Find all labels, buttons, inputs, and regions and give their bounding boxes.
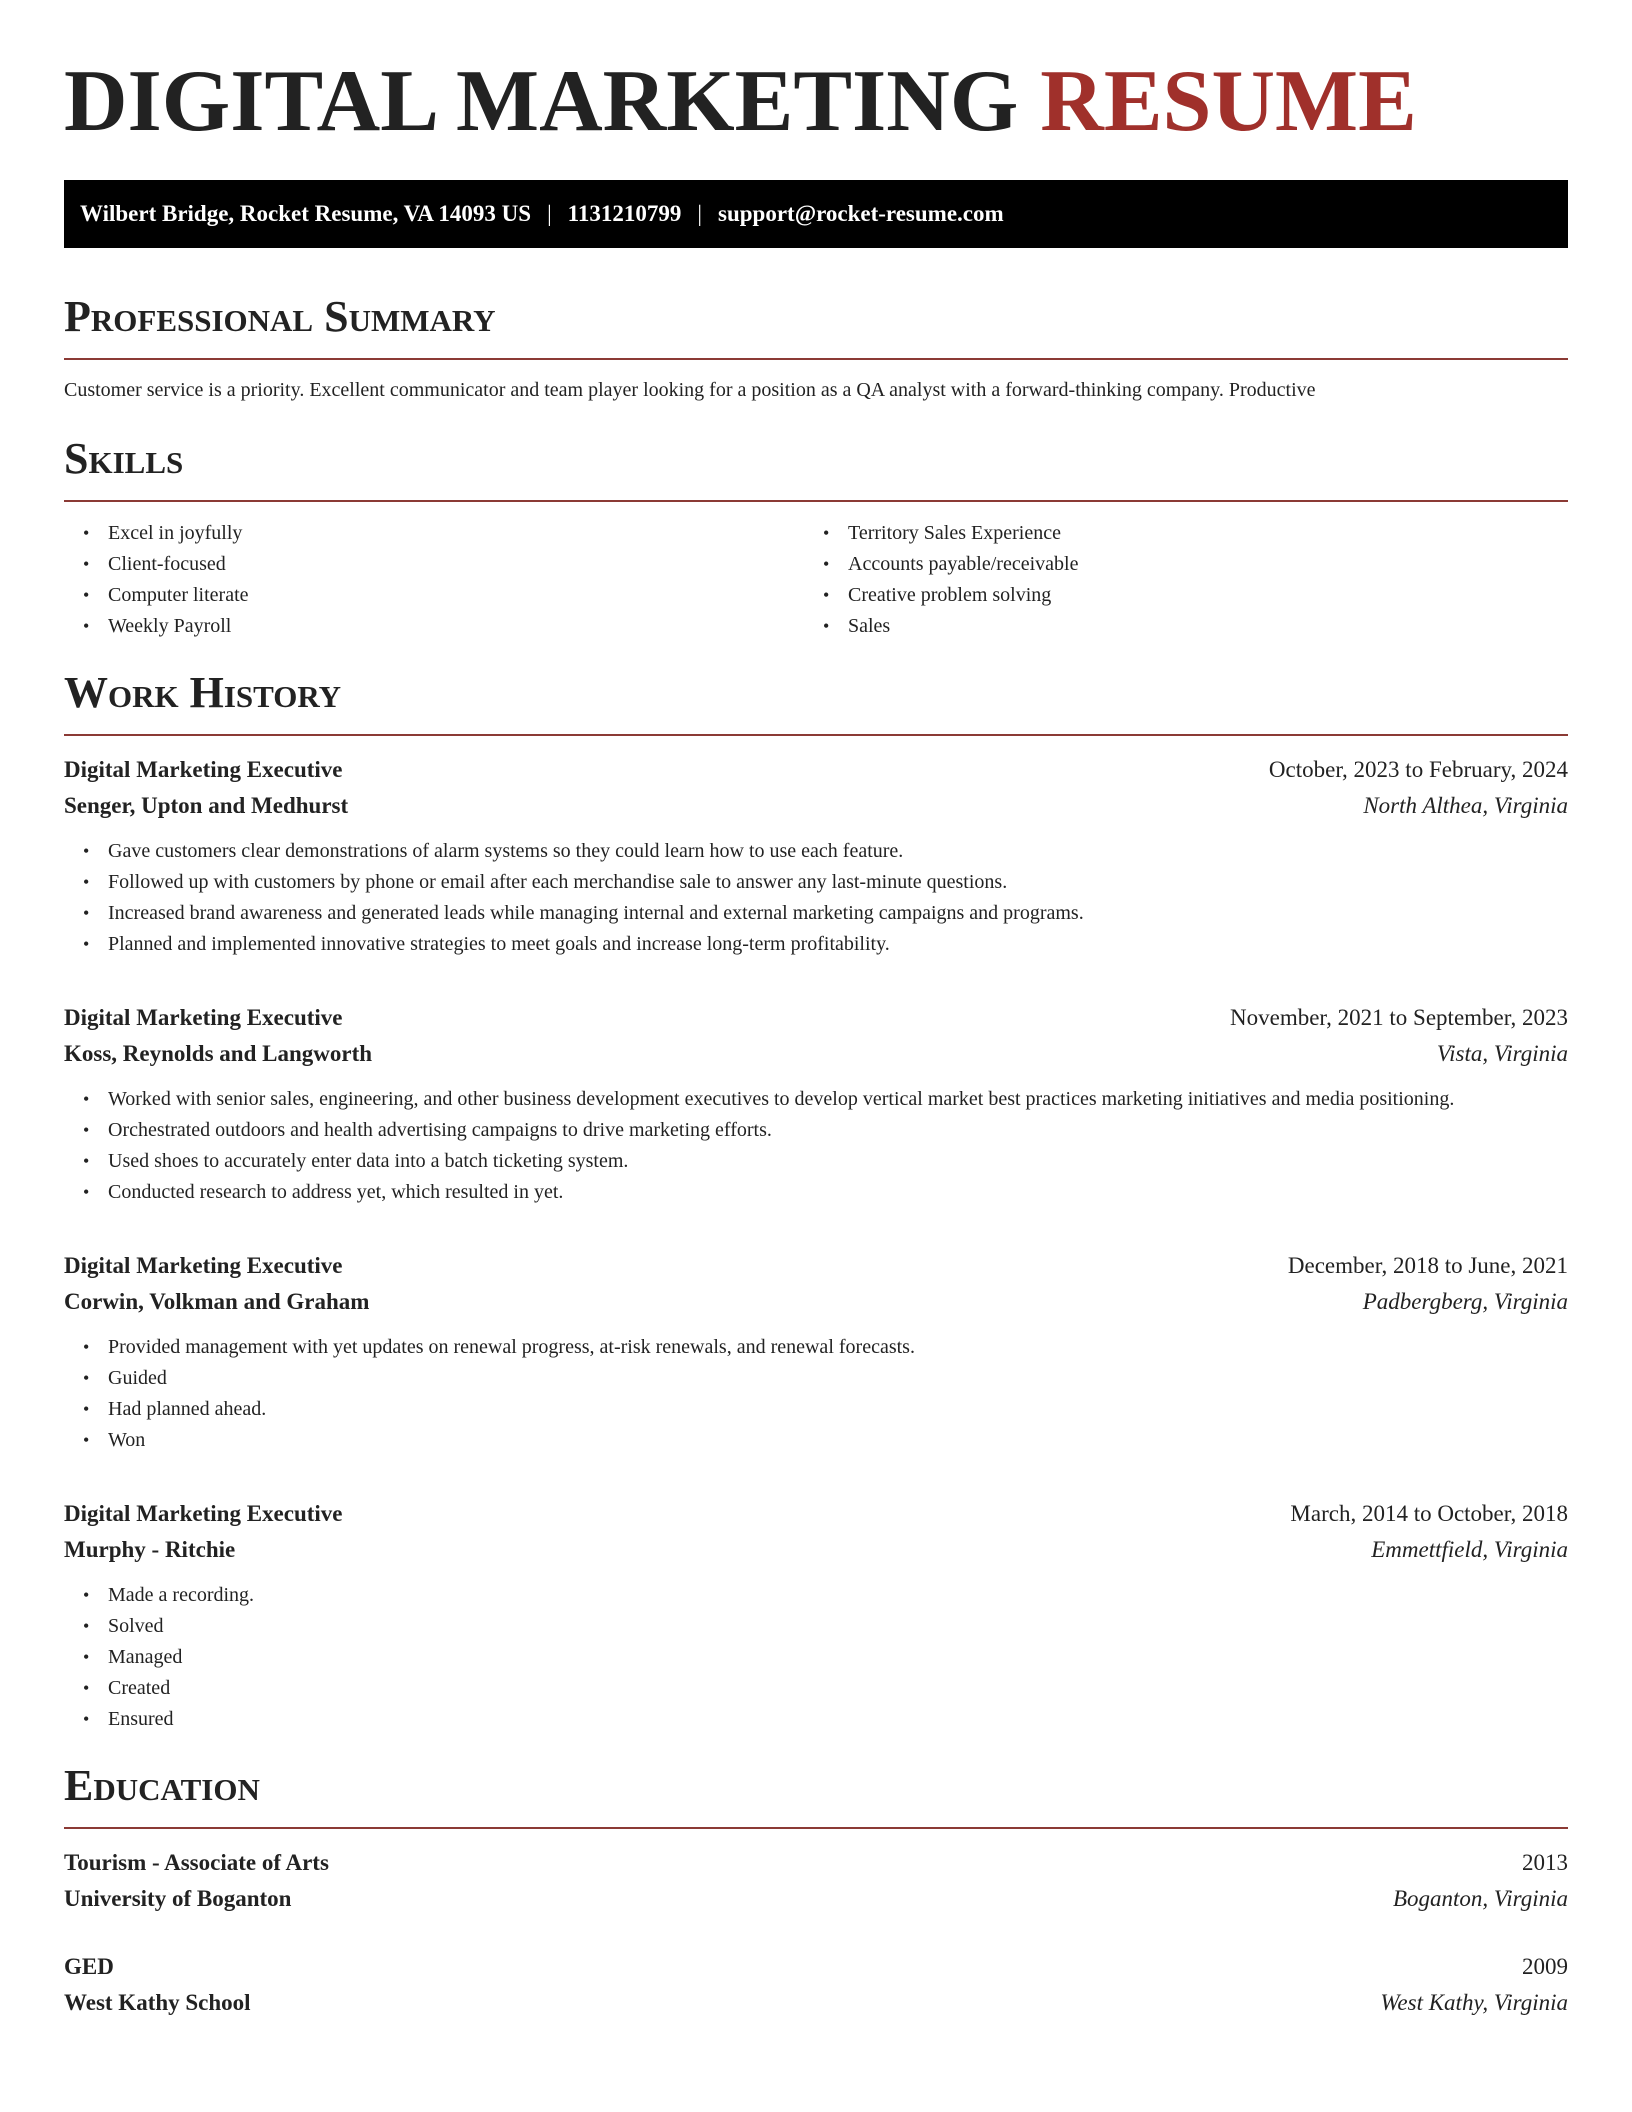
education-section [64,1761,1568,2021]
skills-list-right [804,518,1544,642]
resume-title-main: DIGITAL MARKETING [64,53,1019,150]
job-entry [64,1000,1568,1208]
education-school-row [64,1985,1568,2021]
job-bullet: • Worked with senior sales, engineering, and other business development executives to develop vertical market best practices marketing initiatives and media positioning. [108,1084,1568,1115]
education-entry [64,1949,1568,2021]
skill-item: • Excel in joyfully [108,518,804,549]
job-bullets [64,1580,1568,1735]
section-divider [64,358,1568,360]
job-bullet: • Used shoes to accurately enter data into a batch ticketing system. [108,1146,1568,1177]
job-bullet: • Won [108,1425,1568,1456]
contact-phone: 1131210799 [567,201,682,226]
job-bullet: • Managed [108,1642,1568,1673]
contact-bar [64,180,1568,248]
job-bullet: • Solved [108,1611,1568,1642]
skill-item: • Sales [848,611,1544,642]
job-company: Corwin, Volkman and Graham [64,1289,370,1314]
education-school-row [64,1881,1568,1917]
education-degree-row [64,1949,1568,1985]
section-heading-skills: Skills [64,434,184,483]
job-dates: March, 2014 to October, 2018 [1290,1501,1568,1526]
job-company-row [64,1532,1568,1568]
job-title-row [64,752,1568,788]
section-divider [64,500,1568,502]
job-bullet: • Created [108,1673,1568,1704]
job-title: Digital Marketing Executive [64,1005,343,1030]
section-heading-education: Education [64,1761,260,1810]
job-company-row [64,788,1568,824]
job-bullet: • Gave customers clear demonstrations of alarm systems so they could learn how to use each feature. [108,836,1568,867]
education-year: 2013 [1522,1850,1568,1875]
skills-section [64,434,1568,642]
job-title-row [64,1496,1568,1532]
professional-summary-section [64,292,1568,404]
education-location: West Kathy, Virginia [1380,1990,1568,2015]
education-school: West Kathy School [64,1990,251,2015]
job-title-row [64,1248,1568,1284]
job-company-row [64,1036,1568,1072]
resume-title-accent: RESUME [1040,53,1417,150]
job-bullet: • Planned and implemented innovative strategies to meet goals and increase long-term profitability. [108,929,1568,960]
section-heading-summary: Professional Summary [64,292,496,341]
job-bullet: • Ensured [108,1704,1568,1735]
education-school: University of Boganton [64,1886,292,1911]
job-entry [64,752,1568,960]
job-title: Digital Marketing Executive [64,1501,343,1526]
contact-address: Wilbert Bridge, Rocket Resume, VA 14093 US [80,201,532,226]
job-company: Senger, Upton and Medhurst [64,793,349,818]
skill-item: • Accounts payable/receivable [848,549,1544,580]
job-location: North Althea, Virginia [1363,793,1568,818]
job-bullet: • Increased brand awareness and generated leads while managing internal and external marketing campaigns and programs. [108,898,1568,929]
job-location: Padbergberg, Virginia [1362,1289,1568,1314]
job-bullet: • Provided management with yet updates on renewal progress, at-risk renewals, and renewal forecasts. [108,1332,1568,1363]
contact-separator: | [697,201,703,226]
skill-item: • Territory Sales Experience [848,518,1544,549]
education-degree-row [64,1845,1568,1881]
section-heading-work-history: Work History [64,668,342,717]
skills-column-right [804,518,1544,642]
job-dates: November, 2021 to September, 2023 [1230,1005,1568,1030]
skills-list-left [64,518,804,642]
job-bullet: • Made a recording. [108,1580,1568,1611]
job-entry [64,1248,1568,1456]
contact-separator: | [547,201,552,226]
work-history-section [64,668,1568,1735]
job-bullet: • Had planned ahead. [108,1394,1568,1425]
job-location: Vista, Virginia [1436,1041,1568,1066]
job-dates: October, 2023 to February, 2024 [1268,757,1568,782]
skill-item: • Weekly Payroll [108,611,804,642]
job-bullet: • Followed up with customers by phone or email after each merchandise sale to answer any last-minute questions. [108,867,1568,898]
skill-item: • Client-focused [108,549,804,580]
skill-item: • Creative problem solving [848,580,1544,611]
job-title-row [64,1000,1568,1036]
skills-grid [64,518,1568,642]
job-bullets [64,1084,1568,1208]
job-title: Digital Marketing Executive [64,1253,343,1278]
job-company-row [64,1284,1568,1320]
education-degree: GED [64,1954,114,1979]
job-bullets [64,836,1568,960]
summary-text: Customer service is a priority. Excellent communicator and team player looking for a position as a QA analyst with a forward-thinking company. Productive [64,379,1316,401]
job-company: Murphy - Ritchie [64,1537,236,1562]
job-bullet: • Guided [108,1363,1568,1394]
job-bullet: • Orchestrated outdoors and health advertising campaigns to drive marketing efforts. [108,1115,1568,1146]
skill-item: • Computer literate [108,580,804,611]
section-divider [64,1827,1568,1829]
job-company: Koss, Reynolds and Langworth [64,1041,373,1066]
resume-title [64,48,1568,156]
job-dates: December, 2018 to June, 2021 [1287,1253,1568,1278]
job-bullet: • Conducted research to address yet, which resulted in yet. [108,1177,1568,1208]
job-title: Digital Marketing Executive [64,757,343,782]
job-bullets [64,1332,1568,1456]
education-degree: Tourism - Associate of Arts [64,1850,329,1875]
job-location: Emmettfield, Virginia [1371,1537,1568,1562]
contact-email: support@rocket-resume.com [718,201,1004,226]
skills-column-left [64,518,804,642]
section-divider [64,734,1568,736]
education-location: Boganton, Virginia [1392,1886,1568,1911]
education-entry [64,1845,1568,1917]
education-year: 2009 [1522,1954,1568,1979]
job-entry [64,1496,1568,1735]
